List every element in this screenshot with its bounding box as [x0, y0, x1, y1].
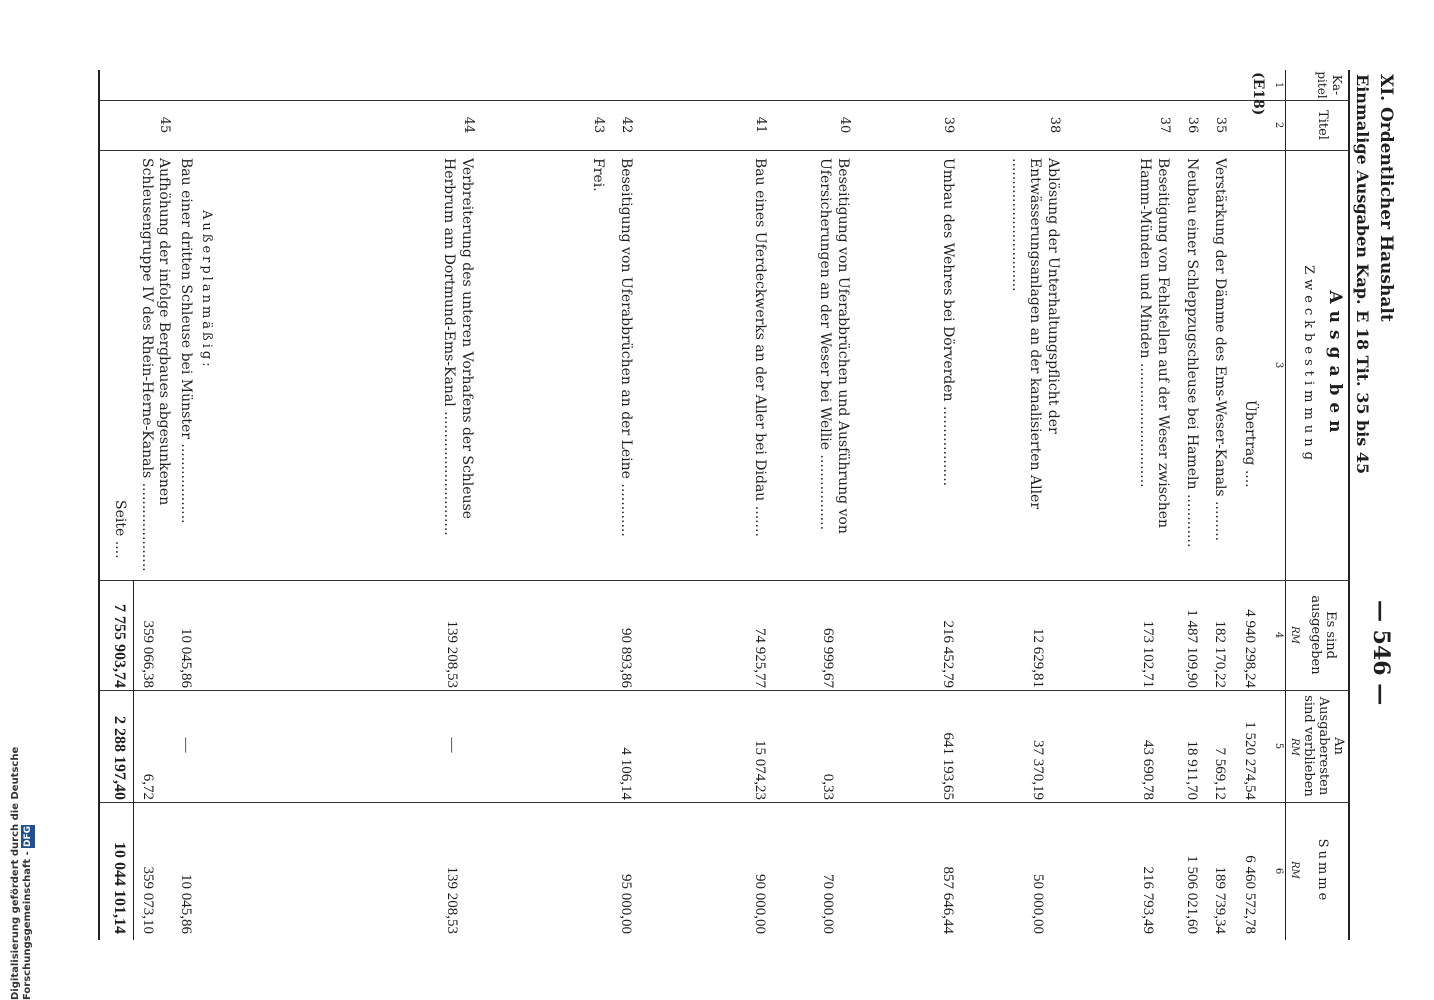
- header-ausgegeben: Es sind ausgegeben: [1308, 595, 1338, 675]
- header-zweckbestimmung: Zweckbestimmung: [1301, 265, 1316, 465]
- c6-40: 70 000,00: [820, 874, 836, 934]
- seite-c4: 7 755 903,74: [111, 604, 128, 688]
- desc-38: Ablösung der Unterhaltungspflicht der Entwässerungsanlagen an der kanalisierten Aller ..............................: [1009, 158, 1061, 510]
- titel-43: 43: [591, 116, 606, 134]
- c6-37: 216 793,49: [1140, 866, 1156, 934]
- unit-col6: RM: [1289, 861, 1300, 879]
- desc-41: Bau eines Uferdeckwerks an der Aller bei Didau .......: [752, 158, 768, 537]
- seite-c6: 10 044 101,14: [111, 842, 128, 934]
- desc-35: Verstärkung der Dämme des Ems-Weser-Kanals .........: [1212, 158, 1228, 542]
- colnum-4: 4: [1273, 631, 1284, 639]
- header-kapitel: Ka- pitel: [1315, 71, 1344, 99]
- desc-42: Beseitigung von Uferabbrüchen an der Leine ............: [618, 158, 634, 537]
- c5-37: 43 690,78: [1140, 740, 1156, 800]
- c6-ausser-1: 10 045,86: [178, 874, 194, 934]
- desc-45: Aufhöhung der infolge Bergbaues abgesunkenen Schleusengruppe IV des Rhein-Herne-Kanals ....................: [139, 158, 172, 572]
- kapitel-label: (E18): [1250, 72, 1266, 116]
- c6-39: 857 646,44: [940, 866, 956, 934]
- c4-40: 69 999,67: [820, 628, 836, 688]
- c6-36: 1 506 021,60: [1184, 855, 1200, 934]
- colnum-2: 2: [1273, 121, 1284, 129]
- colnum-5: 5: [1273, 742, 1284, 750]
- desc-ausser-1: Bau einer dritten Schleuse bei Münster ..................: [178, 158, 194, 524]
- c6-38: 50 000,00: [1030, 874, 1046, 934]
- c4-ausser-1: 10 045,86: [178, 628, 194, 688]
- titel-35: 35: [1213, 116, 1228, 134]
- header-summe: Summe: [1315, 838, 1330, 904]
- desc-39: Umbau des Wehres bei Dörverden ..................: [940, 158, 956, 487]
- titel-44: 44: [461, 116, 476, 134]
- c5-35: 7 569,12: [1212, 747, 1228, 800]
- c5-41: 15 074,23: [752, 740, 768, 800]
- header-titel: Titel: [1315, 110, 1330, 140]
- col-line-2: [100, 150, 1350, 151]
- c5-40: 0,33: [820, 773, 836, 800]
- c5-44: —: [444, 737, 460, 753]
- page-number: — 546 —: [1368, 600, 1394, 706]
- colnum-3: 3: [1273, 361, 1284, 369]
- c5-ausser-1: —: [178, 737, 194, 753]
- c4-35: 182 170,22: [1212, 620, 1228, 688]
- c4-41: 74 925,77: [752, 628, 768, 688]
- table-bottom-rule: [98, 70, 100, 940]
- c4-36: 1 487 109,90: [1184, 609, 1200, 688]
- c5-42: 4 106,14: [618, 747, 634, 800]
- c5-39: 641 193,65: [940, 732, 956, 800]
- desc-44: Verbreiterung des unteren Vorhafens der Schleuse Herbrum am Dortmund-Ems-Kanal ............................: [441, 158, 475, 536]
- desc-43: Frei.: [590, 158, 606, 192]
- titel-38: 38: [1047, 116, 1062, 134]
- titel-36: 36: [1185, 116, 1200, 134]
- header-bottom-rule: [1285, 70, 1286, 940]
- table-top-rule: [1348, 70, 1350, 940]
- c6-41: 90 000,00: [752, 874, 768, 934]
- uebertrag-c4: 4 940 298,24: [1242, 609, 1258, 688]
- c5-36: 18 911,70: [1184, 740, 1200, 800]
- titel-42: 42: [619, 116, 634, 134]
- c6-35: 189 739,34: [1212, 866, 1228, 934]
- seite-label: Seite ....: [112, 500, 128, 559]
- col-line-4: [100, 690, 1350, 691]
- colnum-6: 6: [1273, 867, 1284, 875]
- digitization-footer: [10, 610, 33, 1000]
- c5-38: 37 370,19: [1030, 740, 1046, 800]
- c6-42: 95 000,00: [618, 874, 634, 934]
- c5-45: 6,72: [140, 773, 156, 800]
- dfg-logo: DFG: [23, 825, 33, 847]
- col-line-3: [100, 580, 1350, 581]
- seite-c5: 2 288 197,40: [111, 716, 128, 800]
- header-subtitle: Einmalige Ausgaben Kap. E 18 Tit. 35 bis 45: [1353, 74, 1372, 475]
- titel-39: 39: [941, 116, 956, 134]
- c4-42: 90 893,86: [618, 628, 634, 688]
- desc-40: Beseitigung von Uferabbrüchen und Ausführung von Ufersicherungen an der Weser bei Wellie .................: [817, 158, 851, 534]
- c6-44: 139 208,53: [444, 866, 460, 934]
- desc-37: Beseitigung von Fehlstellen auf der Weser zwischen Hamm-Münden und Minden ............................: [1137, 158, 1171, 529]
- header-title: XI. Ordentlicher Haushalt: [1376, 74, 1396, 322]
- c4-37: 173 102,71: [1140, 620, 1156, 688]
- c6-45: 359 073,10: [140, 866, 156, 934]
- footer-text: Digitalisierung gefördert durch die Deutsche Forschungsgemeinschaft -: [10, 746, 33, 1000]
- ausserplanmaessig-label: Außerplanmäßig:: [199, 210, 214, 370]
- desc-36: Neubau einer Schleppzugschleuse bei Hameln ............: [1184, 158, 1200, 548]
- unit-col5: RM: [1289, 738, 1300, 756]
- unit-col4: RM: [1289, 626, 1300, 644]
- c4-39: 216 452,79: [940, 620, 956, 688]
- c4-45: 359 066,38: [140, 620, 156, 688]
- colnum-1: 1: [1273, 81, 1284, 89]
- titel-45: 45: [157, 116, 172, 134]
- c4-38: 12 629,81: [1030, 628, 1046, 688]
- sum-rule: [133, 580, 134, 940]
- uebertrag-c6: 6 460 572,78: [1242, 855, 1258, 934]
- titel-41: 41: [753, 116, 768, 134]
- titel-40: 40: [837, 116, 852, 134]
- c4-44: 139 208,53: [444, 620, 460, 688]
- uebertrag-label: Übertrag ....: [1242, 400, 1258, 488]
- uebertrag-c5: 1 520 274,54: [1242, 721, 1258, 800]
- header-ausgabereste: An Ausgaberesten sind verblieben: [1301, 695, 1346, 797]
- titel-37: 37: [1157, 116, 1172, 134]
- header-ausgaben: Ausgaben: [1325, 290, 1345, 440]
- col-line-5: [100, 802, 1350, 803]
